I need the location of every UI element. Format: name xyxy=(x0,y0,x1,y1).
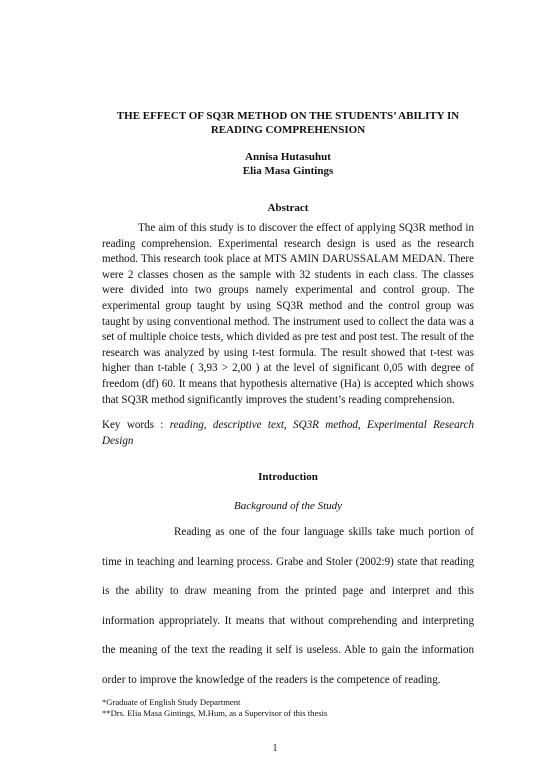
author-name: Elia Masa Gintings xyxy=(242,165,334,177)
abstract-body: The aim of this study is to discover the effect of applying SQ3R method in reading comprehension. Experimental research design is used as the research method. This research took place at MTS AMIN DARUSSALAM MEDAN. There were 2 classes chosen as the sample with 32 students in each class. The classes were divided into two groups namely experimental and control group. The experimental group taught by using SQ3R method and the control group was taught by using conventional method. The instrument used to collect the data was a set of multiple choice tests, which divided as pre test and post test. The result of the research was analyzed by using t-test formula. The result showed that t-test was higher than t-table ( 3,93 > 2,00 ) at the level of significant 0,05 with degree of freedom (df) 60. It means that hypothesis alternative (Ha) is accepted which shows that SQ3R method significantly improves the student’s reading comprehension. xyxy=(102,222,474,406)
author-name: Annisa Hutasuhut xyxy=(245,151,331,163)
abstract-heading: Abstract xyxy=(267,202,309,214)
introduction-heading: Introduction xyxy=(258,471,318,483)
keywords-line xyxy=(102,418,474,449)
footnotes xyxy=(102,697,474,719)
footnote: **Drs. Elia Masa Gintings, M.Hum, as a Supervisor of this thesis xyxy=(102,708,328,718)
author-list xyxy=(102,150,474,178)
introduction-body: Reading as one of the four language skills take much portion of time in teaching and learning process. Grabe and Stoler (2002:9) state that reading is the ability to draw meaning from the printed page and interpret and this information appropriately. It means that without comprehending and interpreting the meaning of the text the reading it self is useless. Able to gain the information order to improve the knowledge of the readers is the competence of reading. xyxy=(102,526,474,686)
page-number: 1 xyxy=(272,743,278,754)
keywords-values: reading, descriptive text, SQ3R method, Experimental Research Design xyxy=(102,419,474,447)
paper-title: THE EFFECT OF SQ3R METHOD ON THE STUDENTS’ ABILITY IN READING COMPREHENSION xyxy=(116,110,460,136)
footnote: *Graduate of English Study Department xyxy=(102,697,241,707)
keywords-label: Key words : xyxy=(102,419,164,431)
background-subheading: Background of the Study xyxy=(233,500,343,512)
